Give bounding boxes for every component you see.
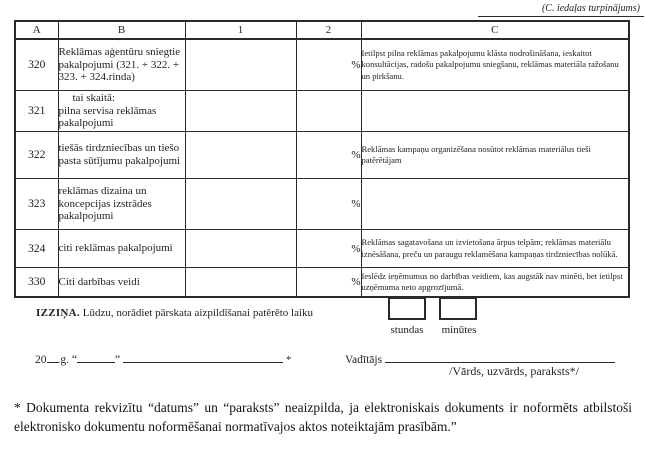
row-description (361, 179, 629, 230)
col-header-a: A (15, 21, 58, 39)
manager-signature-blank[interactable] (385, 350, 615, 363)
izzina-label: IZZIŅA. (36, 307, 80, 319)
value-cell-col1[interactable] (185, 39, 296, 91)
year-prefix: 20 (35, 354, 47, 366)
value-cell-col1[interactable] (185, 132, 296, 179)
date-asterisk: * (285, 354, 292, 366)
row-label-prefix: tai skaitā: (72, 91, 115, 104)
table-header-row (15, 21, 629, 39)
row-label: Citi darbības veidi (58, 268, 185, 298)
section-continuation-note: (C. iedaļas turpinājums) (478, 3, 644, 17)
year-suffix: .g. (57, 354, 69, 366)
percent-cell[interactable]: % (296, 179, 361, 230)
row-label: tiešās tirdzniecības un tiešo pasta sūtījumu pakalpojumi (58, 132, 185, 179)
col-header-1: 1 (185, 21, 296, 39)
value-cell-col1[interactable] (185, 268, 296, 298)
row-description: Ietilpst pilna reklāmas pakalpojumu klāsta nodrošināšana, ieskaitot konsultācijas, radošu pakalpojumu sniegšanu, reklāmas materiāla ražošanu un pirkšanu. (361, 39, 629, 91)
table-row-320 (15, 39, 629, 91)
percent-cell[interactable]: % (296, 39, 361, 91)
time-spent-question (36, 307, 313, 319)
row-description: Reklāmas sagatavošana un izvietošana ārpus telpām; reklāmas materiālu iznēsāšana, preču un paraugu reklamēšana kampaņas tirdzniecības nolūkā. (361, 230, 629, 268)
services-table (14, 20, 630, 298)
row-description: Ieslēdz ieņēmumus no darbības veidiem, kas augstāk nav minēti, bet ietilpst uzņēmuma neto apgrozījumā. (361, 268, 629, 298)
value-cell-col1[interactable] (185, 179, 296, 230)
table-row-321 (15, 91, 629, 132)
hours-label: stundas (390, 324, 424, 336)
row-label (58, 91, 185, 132)
row-code: 330 (15, 268, 58, 298)
table-row-322 (15, 132, 629, 179)
year-blank[interactable] (47, 350, 58, 363)
table-row-330 (15, 268, 629, 298)
footnote-text: * Dokumenta rekvizītu “datums” un “paraksts” neaizpilda, ja elektroniskais dokuments ir noformēts atbilstoši elektronisko dokumentu noformēšanai normatīvajos aktos noteiktajām prasībām.” (14, 400, 632, 435)
percent-cell[interactable] (296, 91, 361, 132)
table-row-323 (15, 179, 629, 230)
row-code: 320 (15, 39, 58, 91)
date-day-blank[interactable] (77, 350, 115, 363)
row-label: reklāmas dizaina un koncepcijas izstrādes pakalpojumi (58, 179, 185, 230)
manager-label: Vadītājs (345, 354, 383, 366)
col-header-c: C (361, 21, 629, 39)
table-row-324 (15, 230, 629, 268)
percent-cell[interactable]: % (296, 230, 361, 268)
col-header-2: 2 (296, 21, 361, 39)
row-code: 324 (15, 230, 58, 268)
minutes-input[interactable] (439, 297, 477, 320)
row-code: 321 (15, 91, 58, 132)
izzina-text: Lūdzu, norādiet pārskata aizpildīšanai patērēto laiku (79, 307, 314, 319)
hours-input[interactable] (388, 297, 426, 320)
date-month-blank[interactable] (123, 350, 283, 363)
row-code: 323 (15, 179, 58, 230)
col-header-b: B (58, 21, 185, 39)
value-cell-col1[interactable] (185, 230, 296, 268)
row-description (361, 91, 629, 132)
percent-cell[interactable]: % (296, 132, 361, 179)
row-description: Reklāmas kampaņu organizēšana nosūtot reklāmas materiālus tieši patērētājam (361, 132, 629, 179)
date-line (35, 350, 291, 366)
signature-hint: /Vārds, uzvārds, paraksts*/ (449, 364, 579, 378)
row-label-text: pilna servisa reklāmas pakalpojumi (58, 104, 157, 130)
open-quote: “ (71, 354, 77, 366)
percent-cell[interactable]: % (296, 268, 361, 298)
row-code: 322 (15, 132, 58, 179)
close-quote: ” (114, 354, 121, 366)
row-label: citi reklāmas pakalpojumi (58, 230, 185, 268)
row-label: Reklāmas aģentūru sniegtie pakalpojumi (321. + 322. + 323. + 324.rinda) (58, 39, 185, 91)
minutes-label: minūtes (441, 324, 477, 336)
value-cell-col1[interactable] (185, 91, 296, 132)
